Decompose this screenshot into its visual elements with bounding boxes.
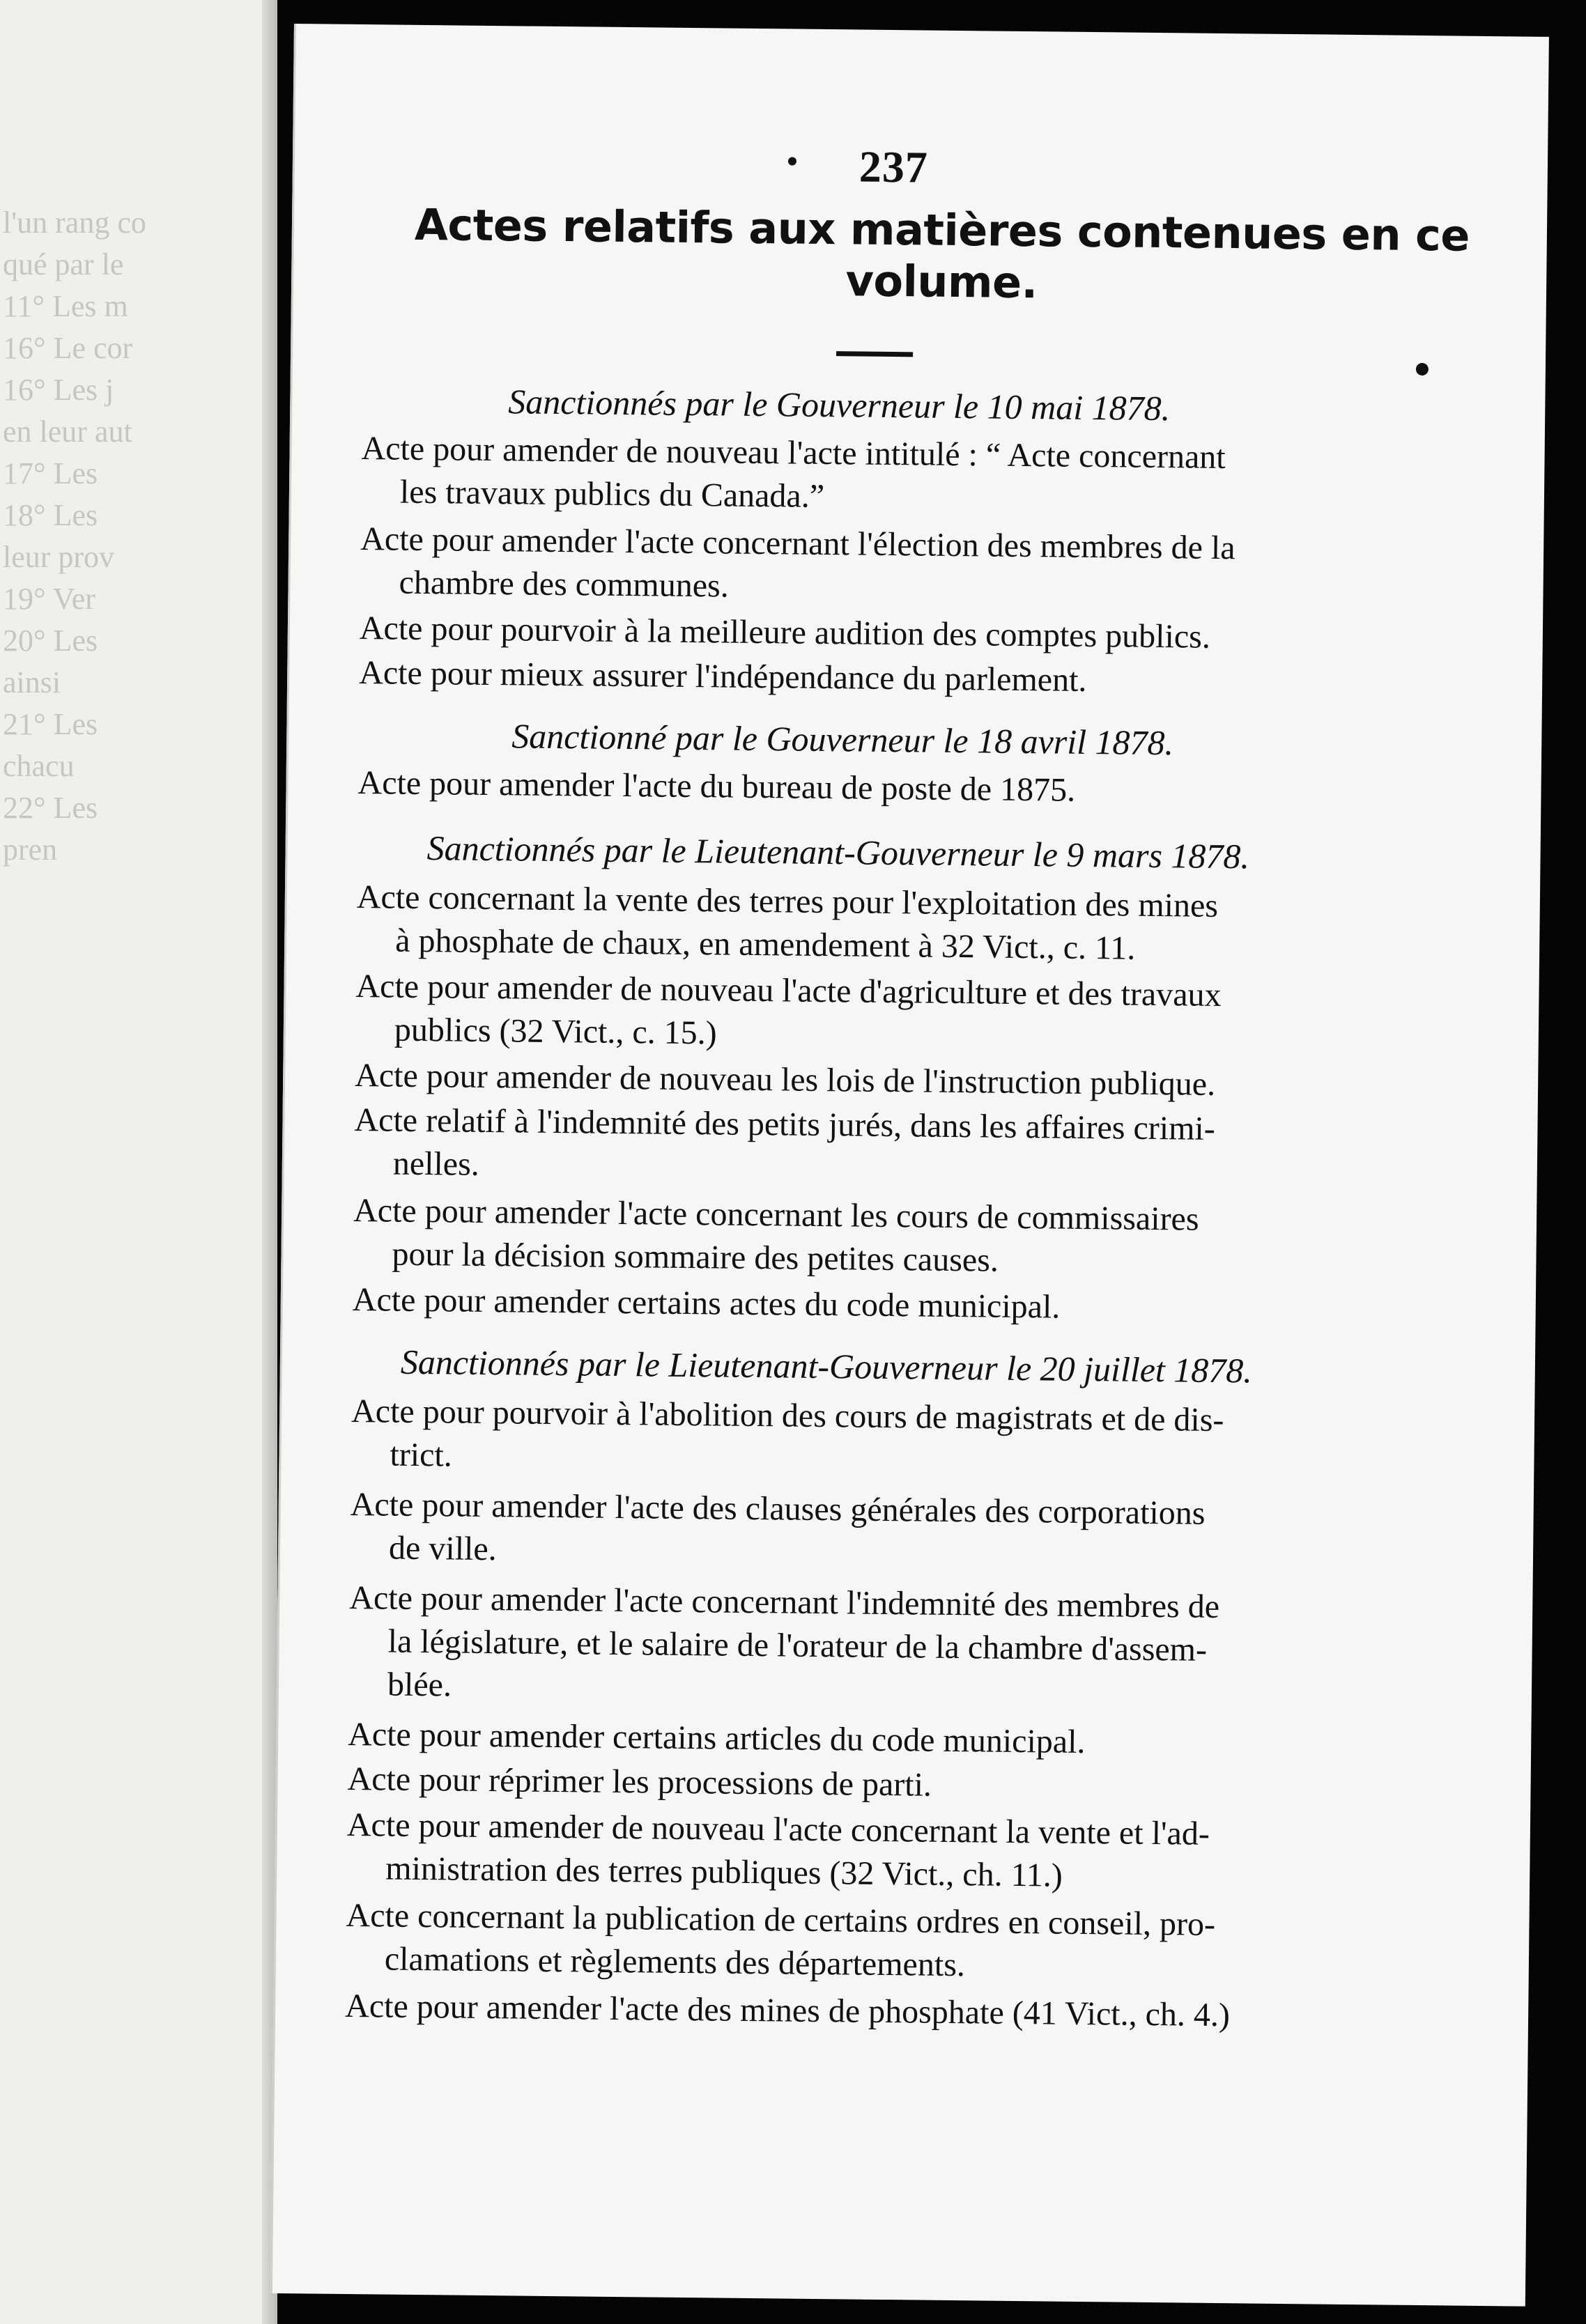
ink-specks: [296, 24, 1549, 37]
act-entry: [355, 965, 1222, 1060]
entry-line: Acte pour amender l'acte concernant l'élection des membres de la: [360, 520, 1235, 567]
title-line: volume.: [845, 255, 1038, 309]
ghost-line: leur prov: [3, 540, 115, 574]
ghost-line: 22° Les: [3, 791, 98, 825]
ghost-line: ainsi: [3, 665, 61, 699]
ghost-line: 18° Les: [3, 498, 98, 532]
entry-line: nelles.: [392, 1145, 480, 1183]
ghost-line: 11° Les m: [3, 289, 128, 323]
book-page: [270, 24, 1549, 2307]
act-entry: [354, 1099, 1216, 1194]
act-entry: [345, 1985, 1230, 2037]
left-page-bleed-through-text: [0, 0, 251, 2324]
left-facing-page: [0, 0, 277, 2324]
entry-line: à phosphate de chaux, en amendement à 32 Vict., c. 11.: [394, 922, 1136, 967]
act-entry: [348, 1577, 1220, 1715]
ghost-line: 19° Ver: [3, 582, 95, 616]
act-entry: [346, 1804, 1210, 1899]
ghost-line: 20° Les: [3, 623, 98, 658]
entry-line: Acte pour amender certains articles du code municipal.: [348, 1715, 1086, 1761]
entry-line: Acte pour amender l'acte du bureau de poste de 1875.: [357, 764, 1076, 809]
entry-line: Acte concernant la vente des terres pour l'exploitation des mines: [356, 878, 1219, 924]
act-entry: [352, 1278, 1060, 1329]
entry-line: la législature, et le salaire de l'orateur de la chambre d'assem-: [387, 1622, 1208, 1668]
entry-line: blée.: [387, 1666, 452, 1704]
title-rule: [836, 351, 913, 357]
ink-speck: [1416, 363, 1429, 375]
entry-line: Acte concernant la publication de certains ordres en conseil, pro-: [346, 1896, 1216, 1943]
act-entry: [356, 876, 1218, 971]
act-entry: [347, 1758, 932, 1807]
ghost-line: 21° Les: [3, 707, 98, 741]
entry-line: Acte pour amender l'acte concernant les cours de commissaires: [353, 1191, 1199, 1238]
act-entry: [350, 1483, 1206, 1579]
act-entry: [348, 1713, 1086, 1764]
entry-line: Acte pour amender de nouveau l'acte concernant la vente et l'ad-: [346, 1806, 1210, 1852]
entry-line: Acte pour amender l'acte concernant l'indemnité des membres de: [349, 1579, 1220, 1626]
entry-line: Acte pour pourvoir à l'abolition des cours de magistrats et de dis-: [351, 1392, 1224, 1439]
entry-line: Acte pour amender de nouveau les lois de l'instruction publique.: [354, 1056, 1216, 1103]
act-entry: [360, 518, 1235, 613]
ghost-line: 17° Les: [3, 456, 98, 490]
ghost-line: qué par le: [3, 247, 124, 281]
entry-line: Acte pour amender l'acte des clauses générales des corporations: [350, 1485, 1206, 1532]
entry-line: Acte pour pourvoir à la meilleure audition des comptes publics.: [359, 610, 1211, 656]
entry-line: trict.: [390, 1436, 453, 1474]
act-entry: [360, 607, 1211, 659]
entry-line: de ville.: [388, 1529, 497, 1568]
title-line: Actes relatifs aux matières contenues en ce: [414, 199, 1470, 261]
entry-line: Acte pour amender certains actes du code municipal.: [352, 1280, 1061, 1326]
entry-line: Acte pour amender l'acte des mines de phosphate (41 Vict., ch. 4.): [344, 1987, 1231, 2034]
entry-line: publics (32 Vict., c. 15.): [394, 1011, 717, 1052]
ghost-line: l'un rang co: [3, 206, 146, 240]
act-entry: [355, 1054, 1216, 1106]
ghost-line: 16° Le cor: [3, 331, 133, 365]
entry-line: Acte pour réprimer les processions de parti.: [347, 1760, 932, 1804]
entry-line: les travaux publics du Canada.”: [399, 473, 825, 516]
ghost-line: en leur aut: [3, 415, 132, 449]
entry-line: Acte pour mieux assurer l'indépendance du parlement.: [358, 654, 1087, 699]
act-entry: [357, 761, 1075, 812]
entry-line: Acte pour amender de nouveau l'acte intitulé : “ Acte concernant: [361, 430, 1226, 477]
act-entry: [361, 427, 1226, 522]
entry-line: chambre des communes.: [399, 564, 730, 605]
act-entry: [346, 1894, 1216, 1990]
act-entry: [353, 1189, 1199, 1285]
ghost-line: chacu: [3, 749, 75, 783]
act-entry: [359, 651, 1087, 702]
ghost-line: pren: [3, 832, 58, 867]
page-title: [377, 199, 1507, 313]
section-heading: Sanctionnés par le Gouverneur le 10 mai 1878.: [508, 382, 1171, 428]
entry-line: Acte relatif à l'indemnité des petits jurés, dans les affaires crimi-: [354, 1101, 1216, 1147]
entry-line: ministration des terres publiques (32 Vict., ch. 11.): [385, 1850, 1063, 1894]
section-heading: Sanctionnés par le Lieutenant-Gouverneur le 9 mars 1878.: [426, 828, 1250, 876]
act-entry: [351, 1390, 1224, 1485]
entry-line: clamations et règlements des départements.: [384, 1940, 966, 1984]
section-heading: Sanctionné par le Gouverneur le 18 avril 1878.: [511, 716, 1174, 763]
page-number: 237: [859, 141, 929, 192]
ghost-line: 16° Les j: [3, 373, 114, 407]
entry-line: Acte pour amender de nouveau l'acte d'agriculture et des travaux: [355, 968, 1222, 1014]
entry-line: pour la décision sommaire des petites causes.: [392, 1235, 999, 1279]
ink-dot: [788, 157, 796, 165]
section-heading: Sanctionnés par le Lieutenant-Gouverneur le 20 juillet 1878.: [400, 1342, 1253, 1390]
